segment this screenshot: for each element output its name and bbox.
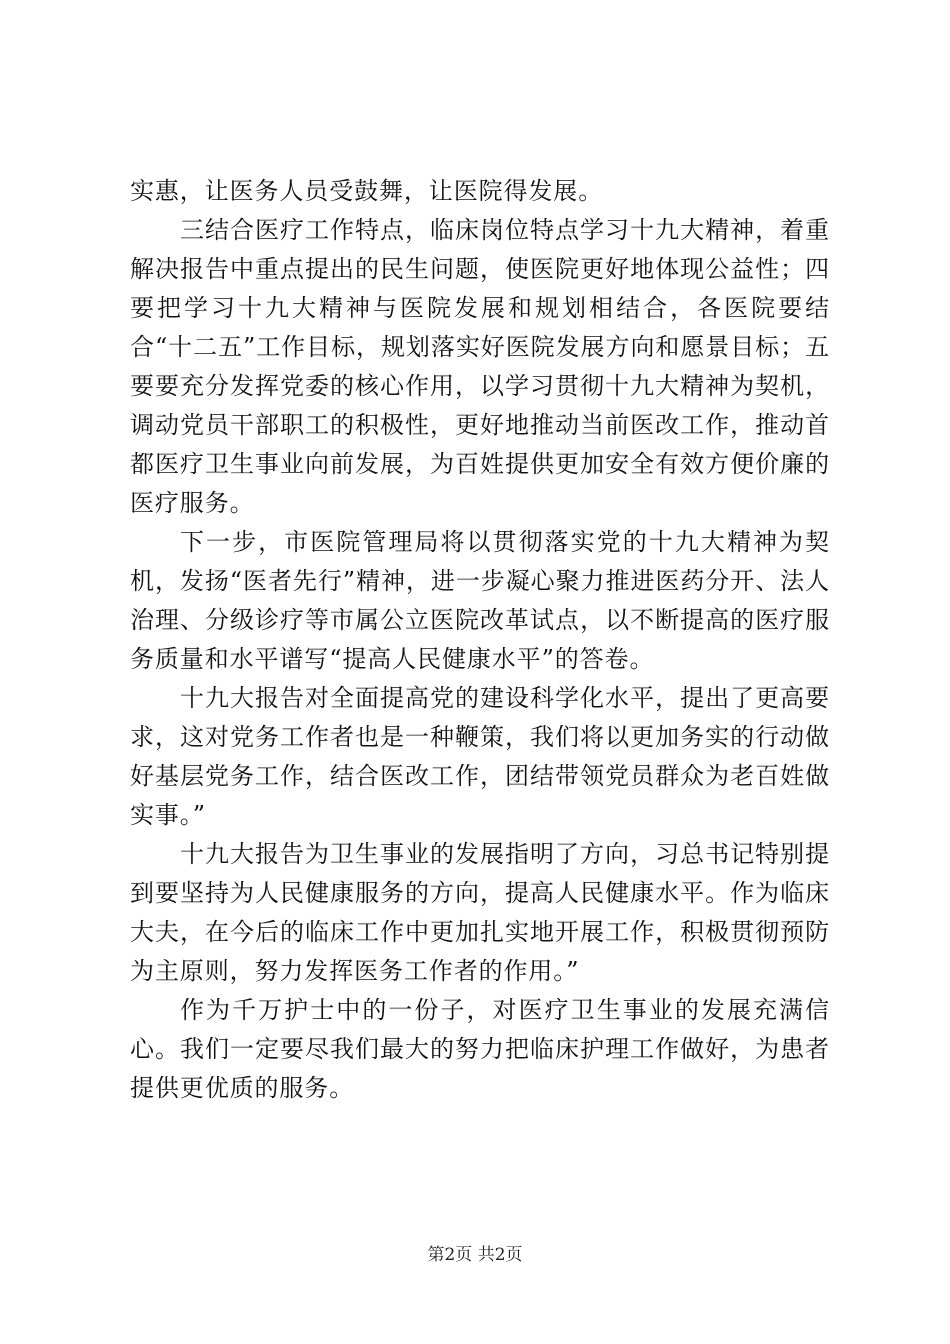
page-footer (0, 1244, 950, 1266)
document-body (130, 172, 830, 1108)
paragraph-3: 下一步，市医院管理局将以贯彻落实党的十九大精神为契机，发扬“医者先行”精神，进一步凝心聚力推进医药分开、法人治理、分级诊疗等市属公立医院改革试点，以不断提高的医疗服务质量和水平谱写“提高人民健康水平”的答卷。 (130, 528, 830, 673)
paragraph-1: 实惠，让医务人员受鼓舞，让医院得发展。 (130, 177, 604, 205)
page-number-label: 第2页 共2页 (427, 1245, 523, 1265)
paragraph-6: 作为千万护士中的一份子，对医疗卫生事业的发展充满信心。我们一定要尽我们最大的努力把临床护理工作做好，为患者提供更优质的服务。 (130, 996, 830, 1102)
paragraph-5: 十九大报告为卫生事业的发展指明了方向，习总书记特别提到要坚持为人民健康服务的方向，提高人民健康水平。作为临床大夫，在今后的临床工作中更加扎实地开展工作，积极贯彻预防为主原则，努力发挥医务工作者的作用。” (130, 840, 830, 985)
paragraph-2: 三结合医疗工作特点，临床岗位特点学习十九大精神，着重解决报告中重点提出的民生问题，使医院更好地体现公益性；四要把学习十九大精神与医院发展和规划相结合，各医院要结合“十二五”工作目标，规划落实好医院发展方向和愿景目标；五要要充分发挥党委的核心作用，以学习贯彻十九大精神为契机，调动党员干部职工的积极性，更好地推动当前医改工作，推动首都医疗卫生事业向前发展，为百姓提供更加安全有效方便价廉的医疗服务。 (130, 216, 830, 517)
paragraph-4: 十九大报告对全面提高党的建设科学化水平，提出了更高要求，这对党务工作者也是一种鞭策，我们将以更加务实的行动做好基层党务工作，结合医改工作，团结带领党员群众为老百姓做实事。” (130, 684, 830, 829)
